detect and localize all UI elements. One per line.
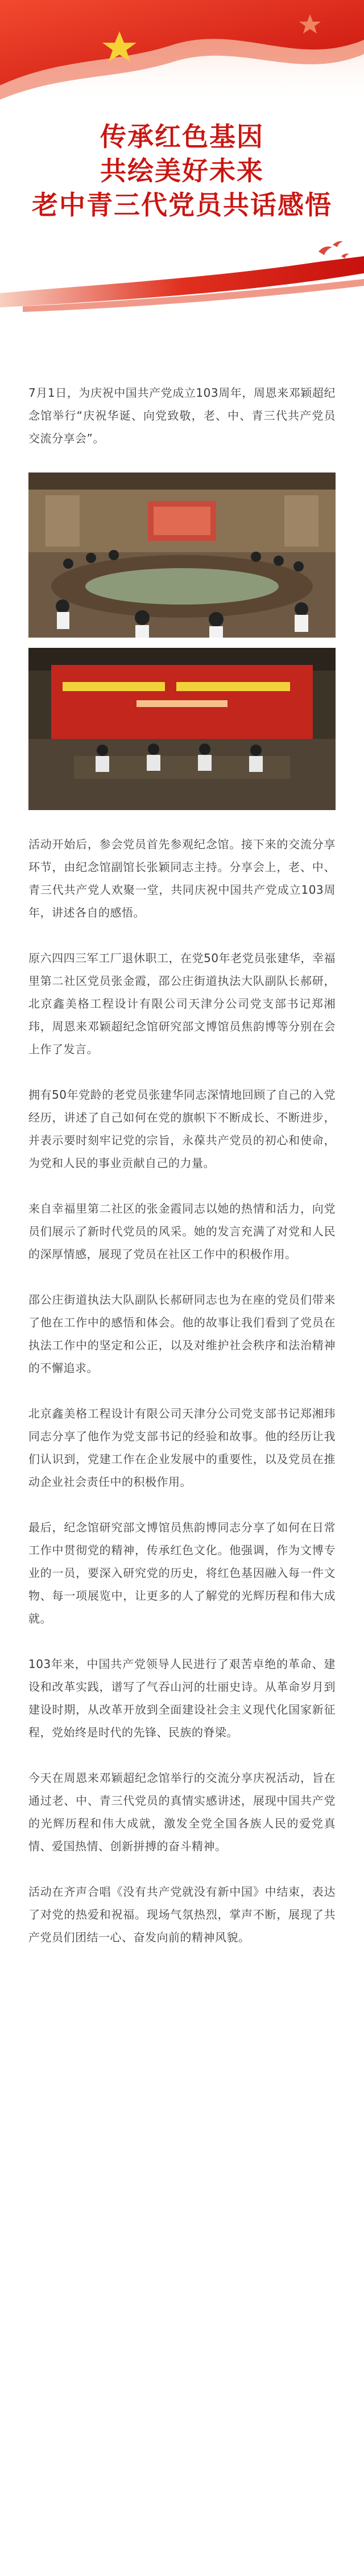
paragraph-10: 今天在周恩来邓颖超纪念馆举行的交流分享庆祝活动，旨在通过老、中、青三代党员的真情实感讲述，展现中国共产党的光辉历程和伟大成就，激发全党全国各族人民的爱党真情、爱国热情、创新拼搏的奋斗精神。 bbox=[28, 1771, 336, 1853]
paragraph-2: 活动开始后，参会党员首先参观纪念馆。接下来的交流分享环节，由纪念馆副馆长张颖同志主持。分享会上，老、中、青三代共产党人欢聚一堂，共同庆祝中国共产党成立103周年，讲述各自的感悟。 bbox=[28, 837, 336, 919]
article-title bbox=[0, 120, 364, 222]
meeting-room-photo bbox=[28, 473, 336, 638]
paragraph-9: 103年来，中国共产党领导人民进行了艰苦卓绝的革命、建设和改革实践，谱写了气吞山河的壮丽史诗。从革命岁月到建设时期，从改革开放到全面建设社会主义现代化国家新征程，党始终是时代的先锋、民族的脊梁。 bbox=[28, 1657, 336, 1739]
paragraph-11: 活动在齐声合唱《没有共产党就没有新中国》中结束，表达了对党的热爱和祝福。现场气氛热烈，掌声不断，展现了共产党员们团结一心、奋发向前的精神风貌。 bbox=[28, 1885, 336, 1944]
meeting-stage-photo-icon bbox=[28, 648, 336, 810]
meeting-room-photo-icon bbox=[28, 473, 336, 638]
title-line-3: 老中青三代党员共话感悟 bbox=[32, 190, 332, 220]
meeting-stage-photo bbox=[28, 648, 336, 810]
title-line-2: 共绘美好未来 bbox=[100, 155, 264, 186]
paragraph-6: 邵公庄街道执法大队副队长郝研同志也为在座的党员们带来了他在工作中的感悟和体会。他的故事让我们看到了党员在执法工作中的坚定和公正，以及对维护社会秩序和法治精神的不懈追求。 bbox=[28, 1293, 336, 1375]
header-banner bbox=[0, 0, 364, 319]
title-line-1: 传承红色基因 bbox=[100, 121, 264, 152]
paragraph-8: 最后，纪念馆研究部文博馆员焦韵博同志分享了如何在日常工作中贯彻党的精神，传承红色文化。他强调，作为文博专业的一员，要深入研究党的历史，将红色基因融入每一件文物、每一项展览中，让更多的人了解党的光辉历程和伟大成就。 bbox=[28, 1521, 336, 1625]
red-ribbon-icon bbox=[0, 239, 364, 319]
paragraph-5: 来自幸福里第二社区的张金霞同志以她的热情和活力，向党员们展示了新时代党员的风采。她的发言充满了对党和人民的深厚情感，展现了党员在社区工作中的积极作用。 bbox=[28, 1202, 336, 1261]
paragraph-intro: 7月1日，为庆祝中国共产党成立103周年，周恩来邓颖超纪念馆举行“庆祝华诞、向党致敬，老、中、青三代共产党员交流分享会”。 bbox=[28, 386, 336, 445]
paragraph-4: 拥有50年党龄的老党员张建华同志深情地回顾了自己的入党经历，讲述了自己如何在党的旗帜下不断成长、不断进步，并表示要时刻牢记党的宗旨，永葆共产党员的初心和使命，为党和人民的事业贡献自己的力量。 bbox=[28, 1088, 336, 1170]
red-flag-banner-icon bbox=[0, 0, 364, 114]
paragraph-7: 北京鑫美格工程设计有限公司天津分公司党支部书记郑湘玮同志分享了他作为党支部书记的经验和故事。他的经历让我们认识到，党建工作在企业发展中的重要性，以及党员在推动企业社会责任中的积极作用。 bbox=[28, 1407, 336, 1489]
paragraph-3: 原六四四三军工厂退休职工，在党50年老党员张建华，幸福里第二社区党员张金霞，邵公庄街道执法大队副队长郝研，北京鑫美格工程设计有限公司天津分公司党支部书记郑湘玮，周恩来邓颖超纪念馆研究部文博馆员焦韵博等分别在会上作了发言。 bbox=[28, 951, 336, 1056]
article-body bbox=[0, 381, 364, 1949]
